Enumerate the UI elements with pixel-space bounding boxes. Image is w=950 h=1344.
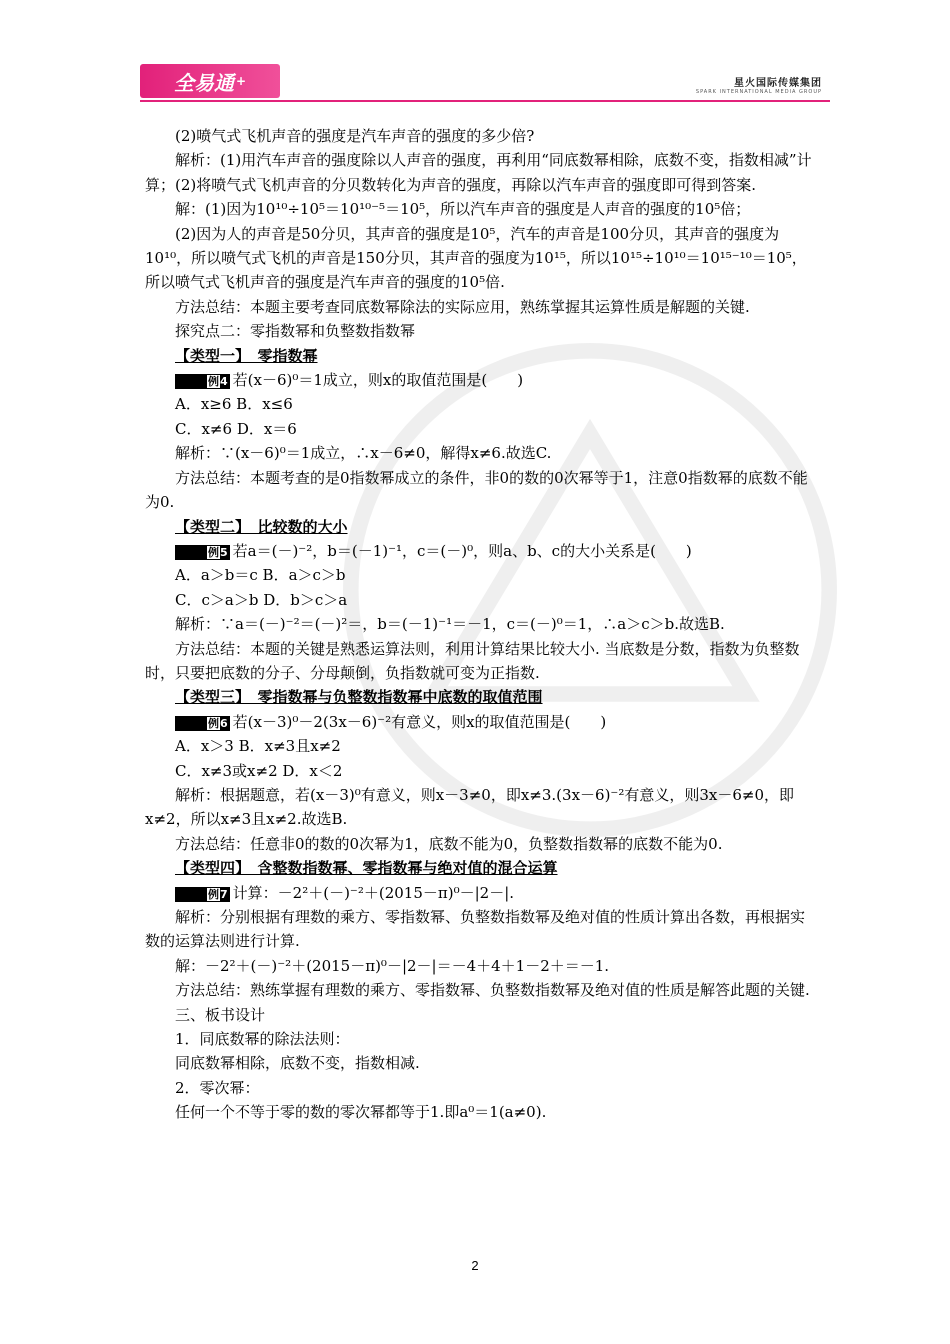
example-7-question: 例7 计算：－2²＋(－)⁻²＋(2015－π)⁰－|2－|. <box>145 881 813 905</box>
example-badge: 例4 <box>175 374 230 389</box>
example-badge: 例7 <box>175 887 230 902</box>
type-heading-1: 【类型一】 零指数幂 <box>175 346 318 365</box>
logo-star: + <box>235 74 247 88</box>
example-badge: 例5 <box>175 545 230 560</box>
brand-name-cn: 星火国际传媒集团 <box>734 78 822 89</box>
board-design-heading: 三、板书设计 <box>175 1005 266 1024</box>
logo-text: 全易通 <box>173 70 234 95</box>
method-summary-7: 方法总结：熟练掌握有理数的乘方、零指数幂、负整数指数幂及绝对值的性质是解答此题的关键. <box>175 981 810 1000</box>
example-5-options-cd: C．c＞a＞b D．b＞c＞a <box>175 590 348 609</box>
brand-name-en: SPARK INTERNATIONAL MEDIA GROUP <box>695 89 822 95</box>
example-4-options-cd: C．x≠6 D．x＝6 <box>175 419 297 438</box>
rule-2-text: 任何一个不等于零的数的零次幂都等于1.即a⁰＝1(a≠0). <box>175 1103 547 1122</box>
type-heading-2: 【类型二】 比较数的大小 <box>175 517 348 536</box>
type-heading-3: 【类型三】 零指数幂与负整数指数幂中底数的取值范围 <box>175 688 543 707</box>
example-badge: 例6 <box>175 716 230 731</box>
method-summary-6: 方法总结：任意非0的数的0次幂为1，底数不能为0，负整数指数幂的底数不能为0. <box>175 834 723 853</box>
rule-1-title: 1．同底数幂的除法法则： <box>175 1030 350 1049</box>
brand-logo <box>140 64 280 98</box>
type-heading-4: 【类型四】 含整数指数幂、零指数幂与绝对值的混合运算 <box>175 859 558 878</box>
example-5-options-ab: A．a＞b＝c B．a＞c＞b <box>175 566 346 585</box>
example-7-solution: 解：－2²＋(－)⁻²＋(2015－π)⁰－|2－|＝－4＋4＋1－2＋＝－1. <box>175 956 610 975</box>
method-summary-3: 方法总结：本题主要考查同底数幂除法的实际应用，熟练掌握其运算性质是解题的关键. <box>175 297 750 316</box>
example-6-analysis: 解析：根据题意，若(x－3)⁰有意义，则x－3≠0，即x≠3.(3x－6)⁻²有意义，则3x－6≠0，即x≠2，所以x≠3且x≠2.故选B. <box>145 785 795 829</box>
method-summary-4: 方法总结：本题考查的是0指数幂成立的条件，非0的数的0次幂等于1，注意0指数幂的底数不能为0. <box>145 468 808 512</box>
analysis-paragraph: 解析：(1)用汽车声音的强度除以人声音的强度，再利用“同底数幂相除，底数不变，指数相减”计算；(2)将喷气式飞机声音的分贝数转化为声音的强度，再除以汽车声音的强度即可得到答案. <box>145 151 812 194</box>
example-4-analysis: 解析：∵(x－6)⁰＝1成立，∴x－6≠0，解得x≠6.故选C. <box>175 444 552 463</box>
example-6-options-ab: A．x＞3 B．x≠3且x≠2 <box>175 737 341 756</box>
example-6-options-cd: C．x≠3或x≠2 D．x＜2 <box>175 761 343 780</box>
example-6-question: 例6 若(x－3)⁰－2(3x－6)⁻²有意义，则x的取值范围是( ) <box>145 710 813 734</box>
publisher-brand <box>696 74 822 95</box>
page-header <box>140 62 830 102</box>
header-divider <box>140 100 830 102</box>
rule-2-title: 2．零次幂： <box>175 1078 260 1097</box>
page-number: 2 <box>471 1258 479 1273</box>
example-5-question: 例5 若a＝(－)⁻²，b＝(－1)⁻¹，c＝(－)⁰，则a、b、c的大小关系是( ) <box>145 539 813 563</box>
example-4-options-ab: A．x≥6 B．x≤6 <box>175 395 293 414</box>
example-4-question: 例4 若(x－6)⁰＝1成立，则x的取值范围是( ) <box>145 368 813 392</box>
example-7-analysis: 解析：分别根据有理数的乘方、零指数幂、负整数指数幂及绝对值的性质计算出各数，再根据实数的运算法则进行计算. <box>145 908 806 951</box>
example-5-analysis: 解析：∵a＝(－)⁻²＝(－)²＝，b＝(－1)⁻¹＝－1，c＝(－)⁰＝1，∴a＞c＞b.故选B. <box>175 615 725 634</box>
solution-part-1: 解：(1)因为10¹⁰÷10⁵＝10¹⁰⁻⁵＝10⁵，所以汽车声音的强度是人声音的强度的10⁵倍； <box>175 200 751 219</box>
rule-1-text: 同底数幂相除，底数不变，指数相减. <box>175 1054 420 1073</box>
document-body <box>145 124 813 1125</box>
solution-part-2: (2)因为人的声音是50分贝，其声音的强度是10⁵，汽车的声音是100分贝，其声音的强度为10¹⁰，所以喷气式飞机的声音是150分贝，其声音的强度为10¹⁵，所以10¹⁵÷10¹⁰＝10¹⁵⁻¹⁰＝10⁵，所以喷气式飞机声音的强度是汽车声音的强度的10⁵倍. <box>145 224 807 292</box>
method-summary-5: 方法总结：本题的关键是熟悉运算法则，利用计算结果比较大小. 当底数是分数，指数为负整数时，只要把底数的分子、分母颠倒，负指数就可变为正指数. <box>145 639 800 682</box>
section-heading-point-2: 探究点二：零指数幂和负整数指数幂 <box>175 322 416 341</box>
question-2: (2)喷气式飞机声音的强度是汽车声音的强度的多少倍? <box>175 127 535 145</box>
